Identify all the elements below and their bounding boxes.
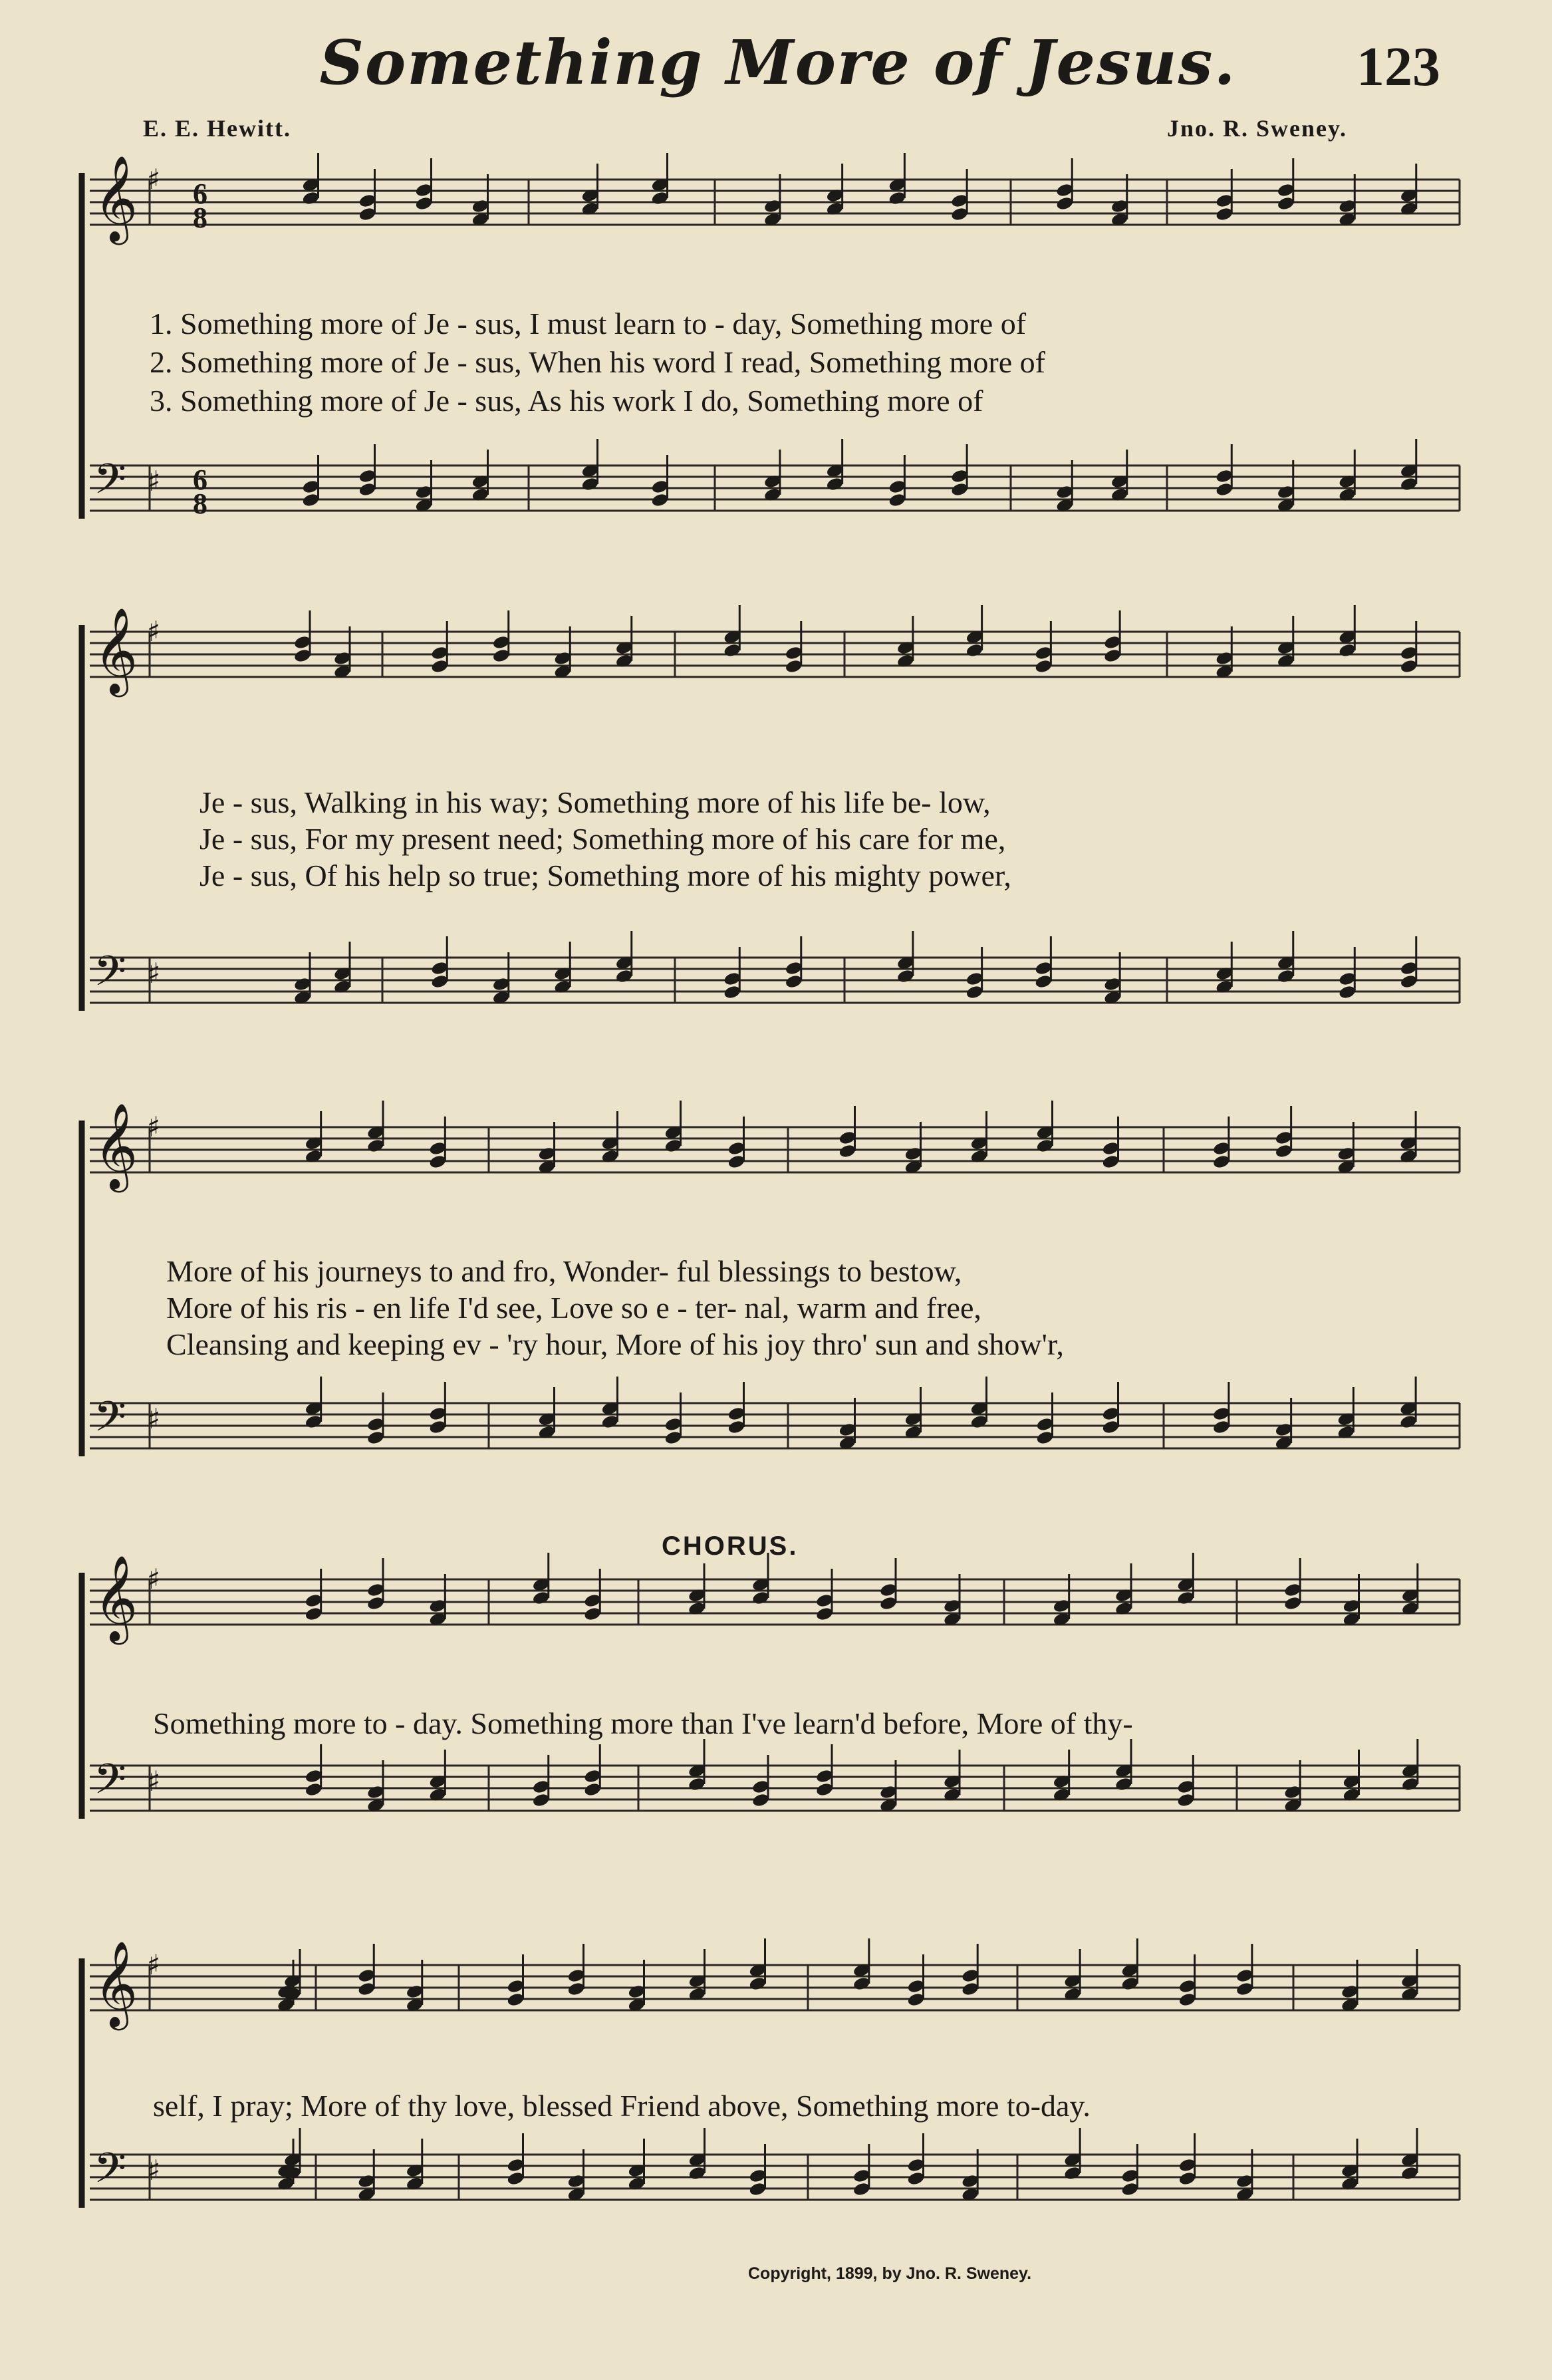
lyric-line: More of his journeys to and fro, Wonder- ful blessings to bestow, [166, 1254, 962, 1288]
lyricist-credit: E. E. Hewitt. [143, 115, 291, 142]
lyric-line: 1. Something more of Je - sus, I must learn to - day, Something more of [150, 307, 1027, 340]
sharp-icon: ♯ [147, 957, 161, 990]
sharp-icon: ♯ [147, 1402, 161, 1435]
time-signature: 6 [193, 463, 207, 496]
bass-clef-icon: 𝄢 [94, 1754, 126, 1813]
treble-clef-icon: 𝄞 [94, 1103, 138, 1189]
treble-clef-icon: 𝄞 [94, 155, 138, 241]
note [506, 2133, 525, 2186]
lyric-line: 3. Something more of Je - sus, As his work I do, Something more of [150, 384, 983, 418]
note [567, 2149, 585, 2202]
note [506, 1954, 525, 2008]
bass-clef-icon: 𝄢 [94, 454, 126, 513]
treble-clef-icon: 𝄞 [94, 1555, 138, 1641]
treble-staff [90, 1938, 1460, 2031]
note [1178, 1954, 1197, 2008]
time-signature: 8 [193, 201, 207, 234]
sharp-icon: ♯ [147, 1948, 161, 1981]
sharp-icon: ♯ [147, 1111, 161, 1143]
lyric-line: Je - sus, Of his help so true; Something more of his mighty power, [199, 859, 1011, 892]
page-number: 123 [1357, 36, 1440, 98]
sharp-icon: ♯ [147, 1765, 161, 1797]
note [406, 1960, 424, 2013]
treble-clef-icon: 𝄞 [94, 1940, 138, 2027]
bass-clef-icon: 𝄢 [94, 1392, 126, 1451]
sharp-icon: ♯ [147, 615, 161, 648]
lyric-line: Something more to - day. Something more than I've learn'd before, More of thy- [153, 1706, 1133, 1740]
note [357, 1944, 376, 1997]
chorus-label: CHORUS. [662, 1531, 799, 1561]
staff-notation [76, 0, 1473, 2380]
music-system-5 [76, 0, 1460, 2380]
copyright-notice: Copyright, 1899, by Jno. R. Sweney. [748, 2264, 1032, 2283]
lyric-line: self, I pray; More of thy love, blessed Friend above, Something more to-day. [153, 2089, 1091, 2123]
bass-clef-icon: 𝄢 [94, 2143, 126, 2202]
note [906, 2133, 925, 2186]
note [1341, 1960, 1359, 2013]
note [961, 1944, 979, 1997]
lyric-line: Je - sus, For my present need; Something more of his care for me, [199, 822, 1006, 856]
bass-staff [90, 2128, 1460, 2202]
note [567, 1944, 585, 1997]
lyric-line: More of his ris - en life I'd see, Love so e - ter- nal, warm and free, [166, 1291, 981, 1325]
note [1120, 2144, 1139, 2197]
sharp-icon: ♯ [147, 163, 161, 196]
lyric-line: Je - sus, Walking in his way; Something more of his life be- low, [199, 785, 991, 819]
note [1235, 2149, 1254, 2202]
note [906, 1954, 925, 2008]
sharp-icon: ♯ [147, 465, 161, 497]
note [1235, 1944, 1254, 1997]
composer-credit: Jno. R. Sweney. [1167, 115, 1348, 142]
lyric-line: 2. Something more of Je - sus, When his word I read, Something more of [150, 345, 1045, 379]
note [852, 2144, 871, 2197]
time-signature: 8 [193, 487, 207, 520]
note [961, 2149, 979, 2202]
lyric-line: Cleansing and keeping ev - 'ry hour, More of his joy thro' sun and show'r, [166, 1327, 1064, 1361]
sharp-icon: ♯ [147, 2154, 161, 2186]
note [1178, 2133, 1197, 2186]
note [627, 1960, 646, 2013]
treble-clef-icon: 𝄞 [94, 607, 138, 694]
note [357, 2149, 376, 2202]
sharp-icon: ♯ [147, 1563, 161, 1595]
hymn-title: Something More of Jesus. [319, 27, 1237, 98]
bass-clef-icon: 𝄢 [94, 946, 126, 1005]
time-signature: 6 [193, 178, 207, 210]
note [748, 2144, 767, 2197]
